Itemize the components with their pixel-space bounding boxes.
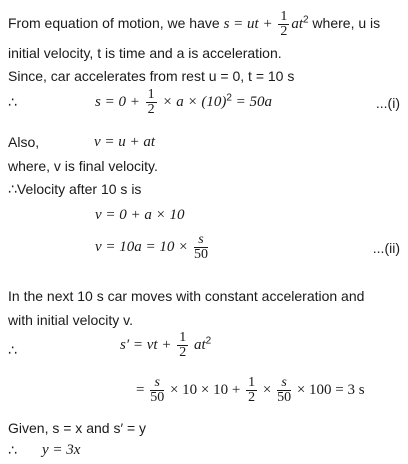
frac-den: 50 (150, 390, 165, 405)
therefore-symbol: ∴ (8, 443, 17, 459)
fraction-s-over-50 (194, 233, 208, 262)
eq-part: at (291, 16, 303, 33)
eq-part: s = ut + (223, 16, 277, 33)
fraction-half (246, 376, 257, 405)
frac-num: s (150, 376, 164, 391)
eq-part: × (259, 382, 276, 399)
line-next-10s: In the next 10 s car moves with constant acceleration and (8, 288, 365, 304)
text: Velocity after 10 s is (16, 181, 142, 197)
eq-part: × 100 = 3 s (293, 382, 365, 399)
frac-den: 2 (179, 345, 187, 360)
equation-number-i: ...(i) (375, 95, 400, 111)
fraction-s-over-50 (277, 376, 291, 405)
line-equation-of-motion (8, 10, 380, 39)
frac-den: 2 (147, 102, 155, 117)
frac-num: 1 (280, 9, 288, 24)
frac-num: s (194, 233, 208, 248)
eq-part: × 10 × 10 + (166, 382, 245, 399)
frac-den: 50 (277, 390, 292, 405)
eq-part: = (136, 382, 149, 399)
frac-num: 1 (179, 330, 187, 345)
line-initial-velocity: initial velocity, t is time and a is acceleration. (8, 45, 282, 61)
also-equation: v = u + at (94, 134, 156, 150)
final-equation: y = 3x (42, 442, 81, 458)
line-since-rest: Since, car accelerates from rest u = 0, t = 10 s (8, 68, 295, 84)
fraction-half (177, 331, 188, 360)
eq-part: v = 10a = 10 × (95, 239, 193, 256)
therefore-symbol: ∴ (8, 343, 17, 359)
eq-part: = 50a (231, 94, 273, 111)
line-velocity-after (8, 181, 141, 198)
frac-den: 2 (280, 24, 288, 39)
fraction-half (146, 88, 157, 117)
superscript: 2 (226, 92, 232, 104)
equation-s-prime-expanded (136, 376, 365, 405)
eq-part: × a × (10) (158, 94, 227, 111)
eq-part: s = 0 + (95, 94, 144, 111)
eq-part: at (190, 337, 206, 354)
eq-part: s′ = vt + (120, 337, 176, 354)
text-pre: From equation of motion, we have (8, 15, 224, 32)
frac-num: s (277, 376, 291, 391)
frac-num: 1 (147, 87, 155, 102)
frac-den: 50 (194, 247, 209, 262)
equation-s-prime (120, 331, 211, 360)
frac-num: 1 (248, 375, 256, 390)
superscript: 2 (302, 14, 309, 26)
fraction-s-over-50 (150, 376, 164, 405)
superscript: 2 (205, 335, 212, 347)
therefore-symbol: ∴ (8, 182, 17, 198)
frac-den: 2 (248, 390, 256, 405)
equation-ii (95, 233, 210, 262)
also-label: Also, (8, 134, 40, 150)
line-initial-velocity-v: with initial velocity v. (8, 312, 134, 328)
fraction-half (278, 10, 289, 39)
line-given: Given, s = x and s′ = y (8, 420, 147, 436)
text-post: where, u is (308, 15, 381, 32)
line-final-velocity: where, v is final velocity. (8, 158, 158, 174)
therefore-symbol: ∴ (8, 95, 17, 111)
equation-v1: v = 0 + a × 10 (95, 207, 185, 223)
equation-i (95, 88, 272, 117)
equation-number-ii: ...(ii) (372, 240, 400, 256)
